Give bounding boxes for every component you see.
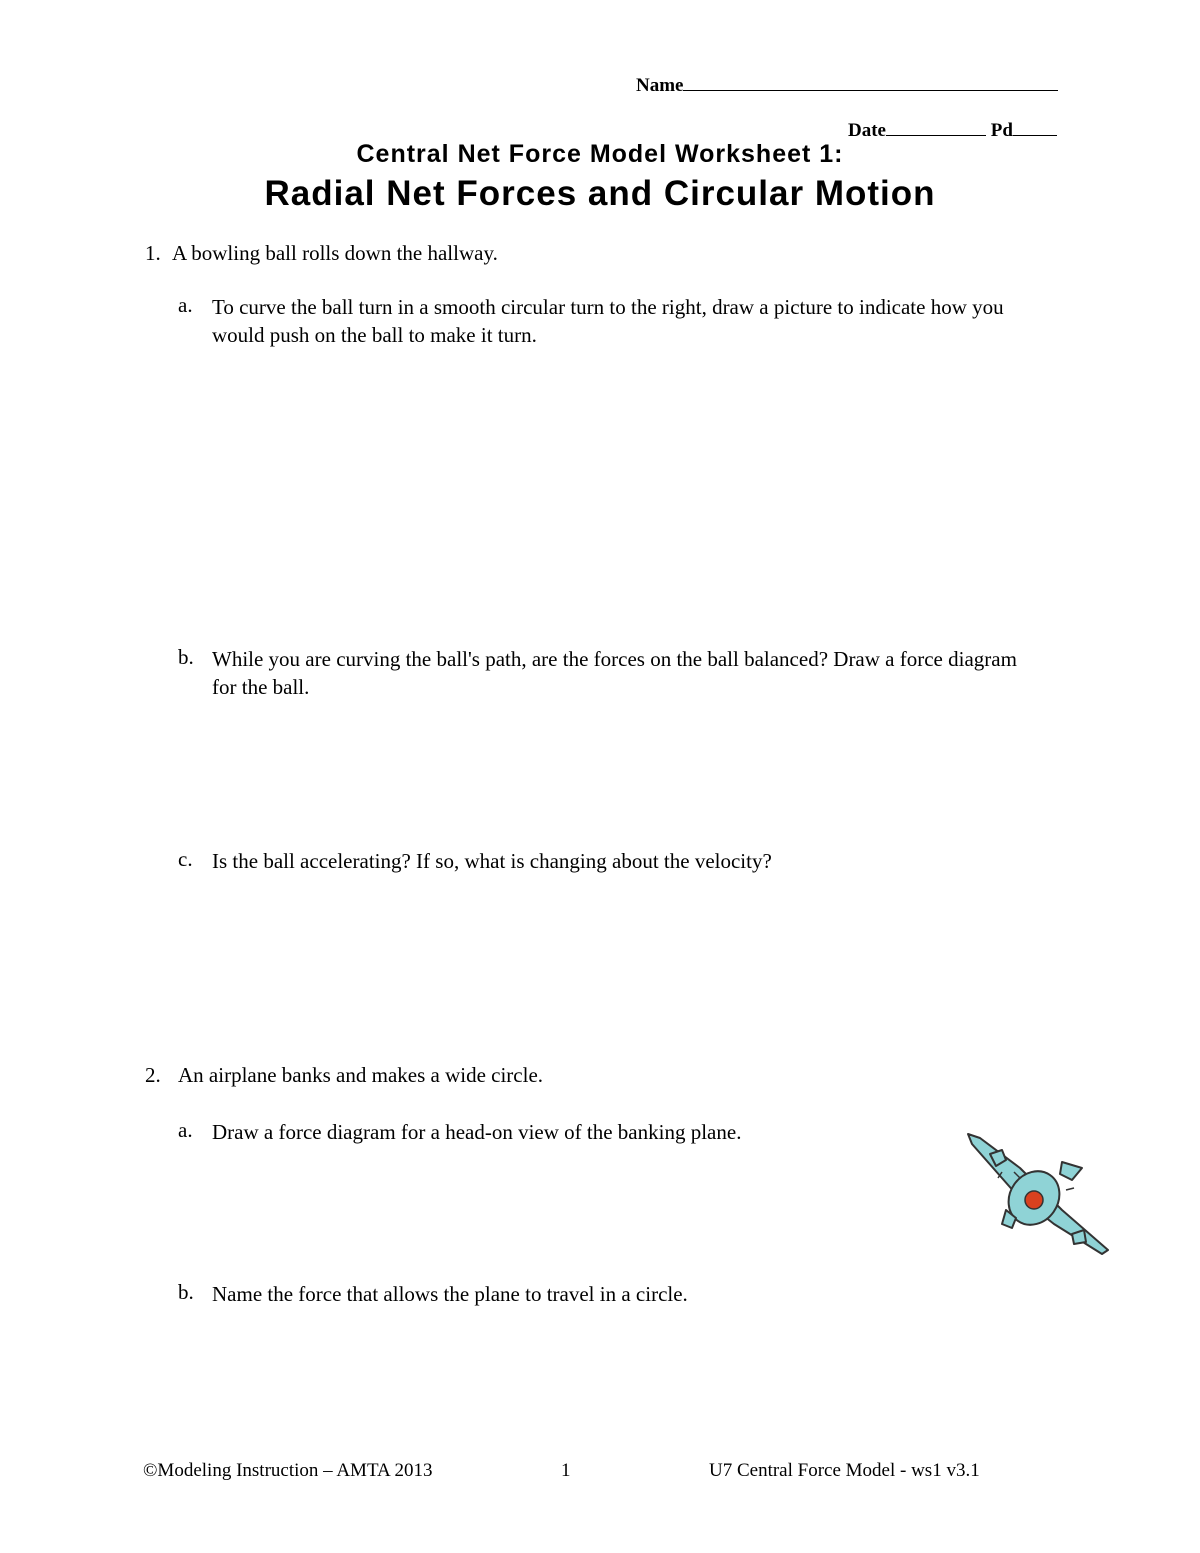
question-number: 2. — [145, 1063, 161, 1087]
part-letter: c. — [178, 847, 193, 871]
question-2 — [145, 1063, 543, 1088]
name-field[interactable] — [636, 72, 1058, 97]
question-2a — [178, 1118, 1042, 1146]
part-letter: b. — [178, 645, 194, 669]
worksheet-title: Central Net Force Model Worksheet 1: — [356, 140, 844, 168]
question-1 — [145, 241, 498, 266]
banking-airplane-icon — [962, 1128, 1114, 1260]
question-1a — [178, 293, 1042, 349]
worksheet-subtitle: Radial Net Forces and Circular Motion — [264, 174, 936, 213]
footer-copyright: ©Modeling Instruction – AMTA 2013 — [143, 1460, 433, 1481]
question-number: 1. — [145, 241, 161, 265]
question-1c — [178, 847, 1042, 875]
date-blank[interactable] — [886, 117, 986, 136]
part-text: To curve the ball turn in a smooth circular turn to the right, draw a picture to indicate how you would push on the ball to make it turn. — [212, 295, 1004, 347]
period-blank[interactable] — [1013, 117, 1057, 136]
part-letter: a. — [178, 293, 193, 317]
footer-page-number: 1 — [561, 1460, 571, 1481]
part-text: Draw a force diagram for a head-on view of the banking plane. — [212, 1120, 742, 1144]
name-label: Name — [636, 75, 684, 96]
period-label: Pd — [990, 120, 1013, 141]
footer-doc-id: U7 Central Force Model - ws1 v3.1 — [709, 1460, 980, 1481]
name-blank[interactable] — [683, 72, 1058, 91]
date-period-field[interactable] — [848, 117, 1057, 142]
part-letter: b. — [178, 1280, 194, 1304]
part-letter: a. — [178, 1118, 193, 1142]
date-label: Date — [848, 120, 886, 141]
part-text: While you are curving the ball's path, are the forces on the ball balanced? Draw a force diagram for the ball. — [212, 647, 1017, 699]
part-text: Is the ball accelerating? If so, what is changing about the velocity? — [212, 849, 772, 873]
question-1b — [178, 645, 1042, 701]
question-text: An airplane banks and makes a wide circle. — [178, 1063, 544, 1087]
question-2b — [178, 1280, 1042, 1308]
part-text: Name the force that allows the plane to travel in a circle. — [212, 1282, 688, 1306]
question-text: A bowling ball rolls down the hallway. — [172, 241, 498, 265]
